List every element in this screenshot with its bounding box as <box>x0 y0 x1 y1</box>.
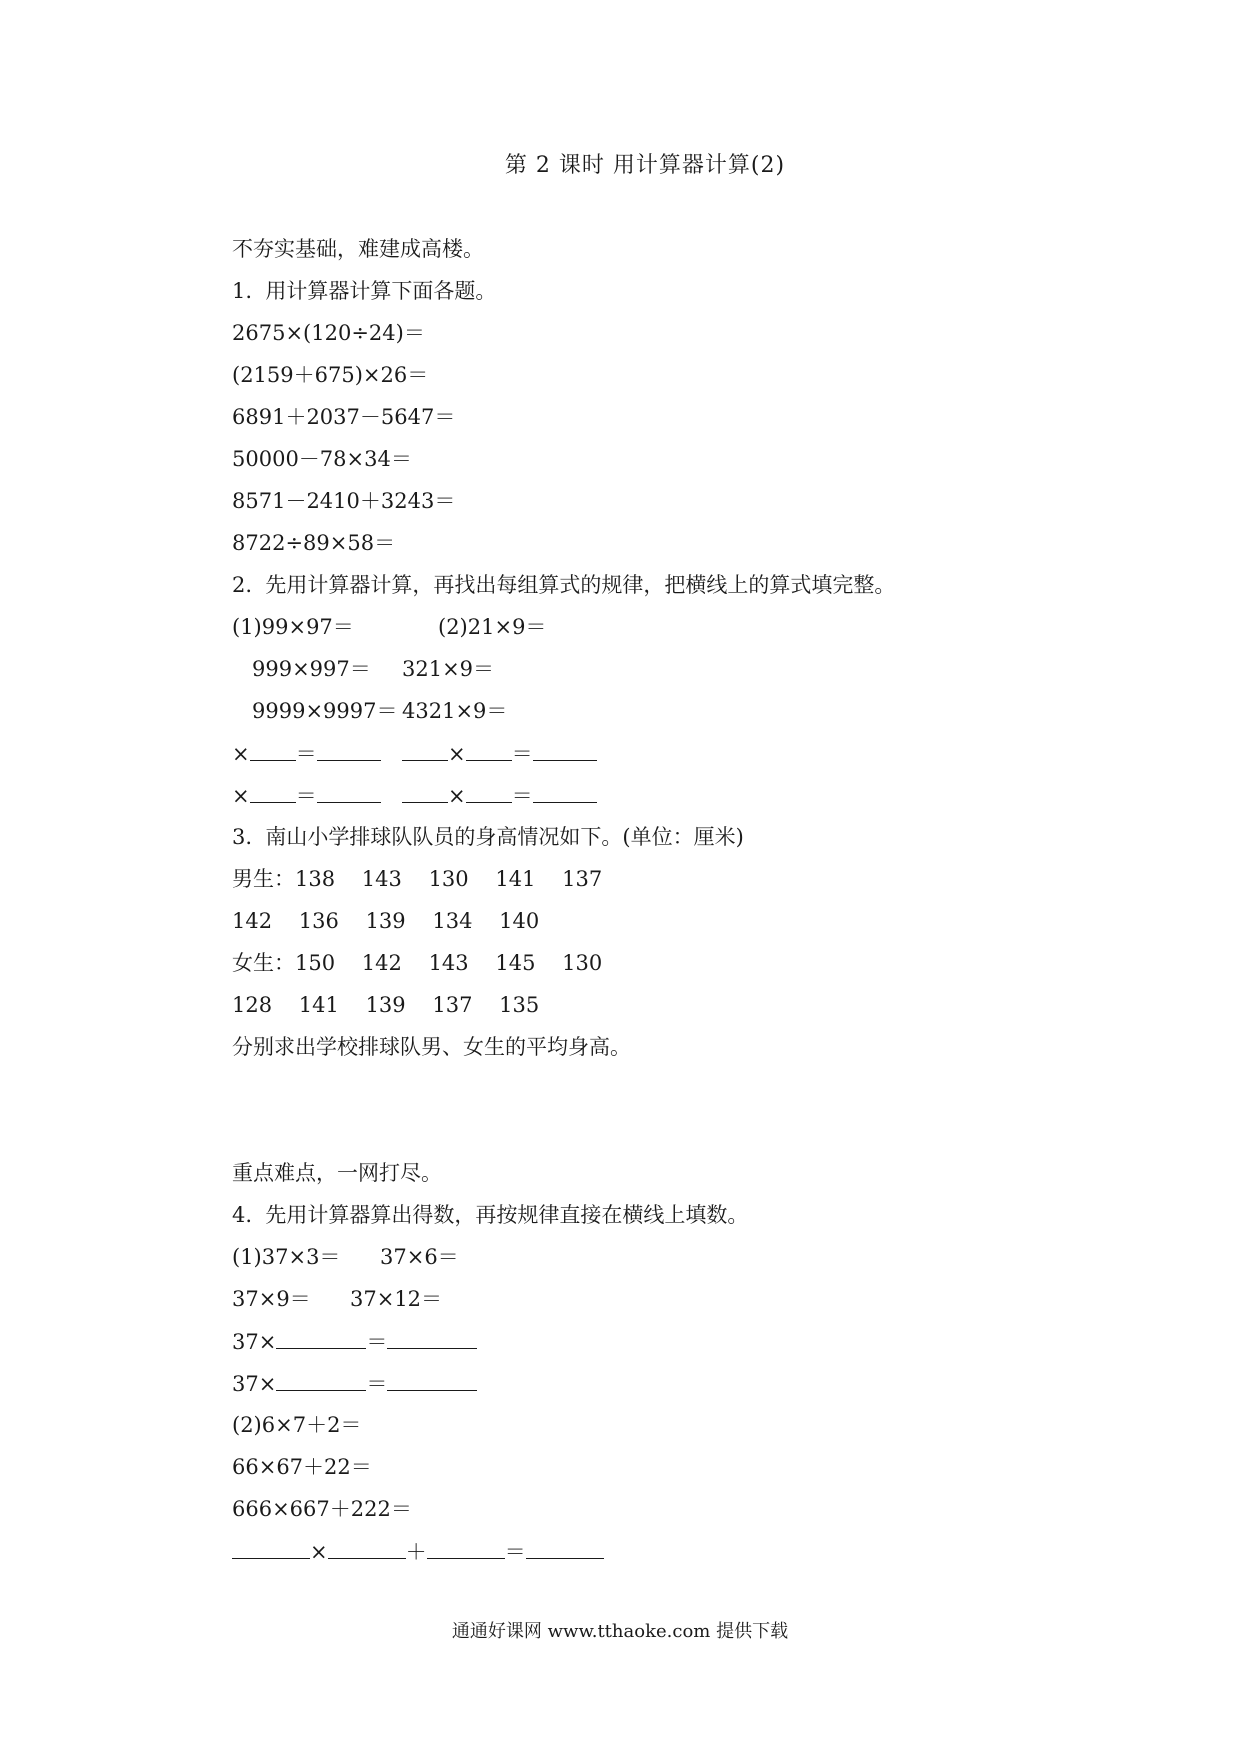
answer-blank[interactable] <box>232 1538 310 1559</box>
answer-blank[interactable] <box>533 782 597 803</box>
equals-sign: ＝ <box>366 1372 388 1396</box>
answer-blank[interactable] <box>466 740 512 761</box>
q4-prompt: 4. 先用计算器算出得数，再按规律直接在横线上填数。 <box>232 1203 749 1227</box>
answer-blank[interactable] <box>317 782 381 803</box>
times-sign: × <box>232 742 250 766</box>
q2-left-item: (1)99×97＝ <box>232 615 354 639</box>
answer-blank[interactable] <box>402 740 448 761</box>
section-heading-key: 重点难点，一网打尽。 <box>232 1161 442 1185</box>
q1-item: 6891＋2037－5647＝ <box>232 405 456 429</box>
q1-item: 8722÷89×58＝ <box>232 531 396 555</box>
q2-fill-row <box>232 740 381 767</box>
q4-fill-row <box>232 1328 477 1355</box>
equals-sign: ＝ <box>511 742 533 766</box>
q2-fill-row <box>402 740 597 767</box>
q4-item: 37×9＝ <box>232 1287 311 1311</box>
equals-sign: ＝ <box>295 742 317 766</box>
q3-prompt: 3. 南山小学排球队队员的身高情况如下。(单位：厘米) <box>232 825 744 849</box>
q2-fill-row <box>402 782 597 809</box>
page-title: 第 2 课时 用计算器计算(2) <box>504 153 786 178</box>
answer-blank[interactable] <box>276 1370 366 1391</box>
q1-item: 50000－78×34＝ <box>232 447 412 471</box>
girls-heights: 150 142 143 145 130 <box>295 951 603 975</box>
q2-right-item: 4321×9＝ <box>402 699 508 723</box>
q4-item: 66×67＋22＝ <box>232 1455 372 1479</box>
q1-prompt: 1. 用计算器计算下面各题。 <box>232 279 497 303</box>
q4-fill-row <box>232 1370 477 1397</box>
q2-prompt: 2. 先用计算器计算，再找出每组算式的规律，把横线上的算式填完整。 <box>232 573 896 597</box>
answer-blank[interactable] <box>427 1538 505 1559</box>
answer-blank[interactable] <box>387 1370 477 1391</box>
q4-item: 666×667＋222＝ <box>232 1497 412 1521</box>
answer-blank[interactable] <box>328 1538 406 1559</box>
answer-blank[interactable] <box>387 1328 477 1349</box>
times-sign: × <box>448 742 466 766</box>
q2-left-item: 999×997＝ <box>252 657 371 681</box>
equals-sign: ＝ <box>366 1330 388 1354</box>
q2-fill-row <box>232 782 381 809</box>
answer-blank[interactable] <box>533 740 597 761</box>
q4-item: (1)37×3＝ <box>232 1245 341 1269</box>
fill-prefix: 37× <box>232 1372 277 1396</box>
answer-blank[interactable] <box>466 782 512 803</box>
q3-girls-row: 128 141 139 137 135 <box>232 993 540 1017</box>
plus-sign: ＋ <box>405 1540 427 1564</box>
q3-question: 分别求出学校排球队男、女生的平均身高。 <box>232 1035 631 1059</box>
q2-right-item: 321×9＝ <box>402 657 495 681</box>
page-footer: 通通好课网 www.tthaoke.com 提供下载 <box>451 1621 789 1642</box>
fill-prefix: 37× <box>232 1330 277 1354</box>
answer-blank[interactable] <box>276 1328 366 1349</box>
q4-item: 37×12＝ <box>350 1287 443 1311</box>
equals-sign: ＝ <box>511 784 533 808</box>
q3-boys-row <box>232 866 602 892</box>
q2-left-item: 9999×9997＝ <box>252 699 398 723</box>
q3-girls-row <box>232 950 602 976</box>
answer-blank[interactable] <box>402 782 448 803</box>
boys-label: 男生： <box>232 867 295 891</box>
answer-blank[interactable] <box>317 740 381 761</box>
q1-item: 8571－2410＋3243＝ <box>232 489 456 513</box>
q2-right-item: (2)21×9＝ <box>438 615 547 639</box>
q3-boys-row: 142 136 139 134 140 <box>232 909 540 933</box>
q4-fill-row <box>232 1538 604 1565</box>
section-heading-basic: 不夯实基础，难建成高楼。 <box>232 237 484 261</box>
girls-label: 女生： <box>232 951 295 975</box>
equals-sign: ＝ <box>295 784 317 808</box>
q1-item: 2675×(120÷24)＝ <box>232 321 425 345</box>
equals-sign: ＝ <box>504 1540 526 1564</box>
q1-item: (2159＋675)×26＝ <box>232 363 429 387</box>
times-sign: × <box>232 784 250 808</box>
times-sign: × <box>448 784 466 808</box>
answer-blank[interactable] <box>250 740 296 761</box>
boys-heights: 138 143 130 141 137 <box>295 867 603 891</box>
q4-item: 37×6＝ <box>380 1245 459 1269</box>
q4-item: (2)6×7＋2＝ <box>232 1413 362 1437</box>
answer-blank[interactable] <box>250 782 296 803</box>
times-sign: × <box>310 1540 328 1564</box>
answer-blank[interactable] <box>526 1538 604 1559</box>
